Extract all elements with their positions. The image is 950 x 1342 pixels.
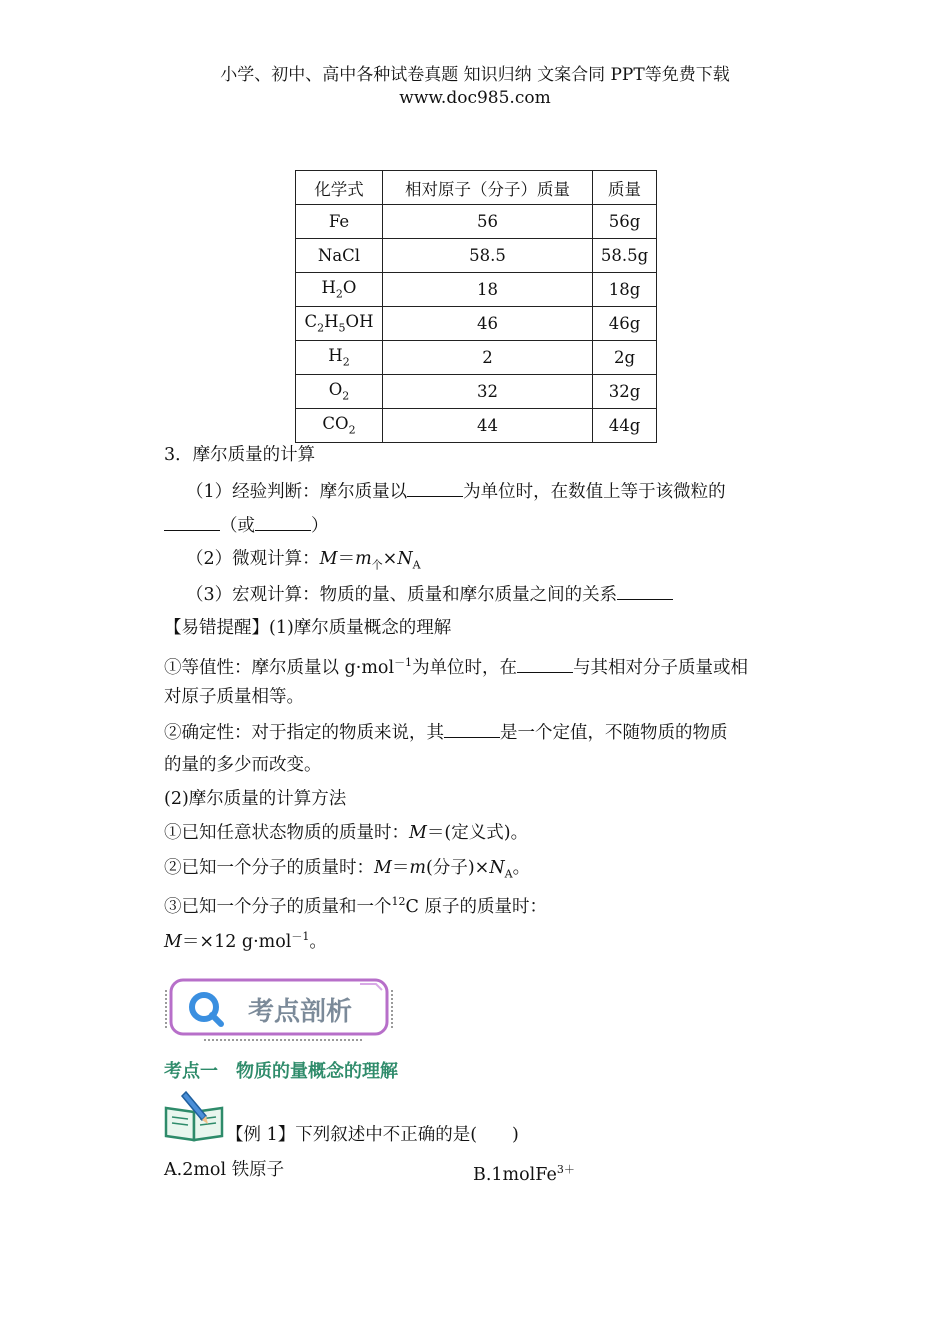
book-icon [164,1090,226,1142]
cell-formula: NaCl [296,239,383,273]
calc-method-3-formula: M＝×12 g·mol$^{-1}$。 [164,930,327,952]
table-row [296,341,657,375]
table-row [296,273,657,307]
fill-blank [444,719,500,738]
cell-rel: 44 [383,409,593,443]
table-row [296,205,657,239]
table-row [296,307,657,341]
cell-mass: 2g [593,341,657,375]
table-row [296,409,657,443]
cell-mass: 58.5g [593,239,657,273]
header-mass: 质量 [593,171,657,205]
rule-macro: （3）宏观计算：物质的量、质量和摩尔质量之间的关系 [186,581,673,607]
cell-rel: 2 [383,341,593,375]
fill-blank [164,512,220,531]
cell-formula: $H_2O$ [296,273,383,307]
search-icon [190,993,220,1023]
site-header-url[interactable]: www.doc985.com [399,88,551,108]
tip-equivalence: ①等值性：摩尔质量以 g·mol$^{-1}$为单位时，在 与其相对分子质量或相 [164,651,748,680]
table-row [296,239,657,273]
cell-mass: 46g [593,307,657,341]
rule-empirical: （1）经验判断：摩尔质量以 为单位时，在数值上等于该微粒的 [186,478,726,504]
cell-rel: 56 [383,205,593,239]
fill-blank [617,581,673,600]
calc-title: (2)摩尔质量的计算方法 [164,789,347,809]
fill-blank [255,512,311,531]
tip-title: 【易错提醒】(1)摩尔质量概念的理解 [164,618,452,638]
cell-mass: 56g [593,205,657,239]
banner-label: 考点剖析 [248,997,353,1027]
calc-method-1: ①已知任意状态物质的质量时：M＝(定义式)。 [164,823,529,843]
rule-empirical-cont: （或 ） [164,512,329,538]
cell-rel: 58.5 [383,239,593,273]
example-question: 【例 1】下列叙述中不正确的是( ) [226,1125,519,1145]
cell-rel: 32 [383,375,593,409]
cell-rel: 18 [383,273,593,307]
tip-determinacy-cont: 的量的多少而改变。 [164,755,322,775]
option-a[interactable]: A.2mol 铁原子 [164,1160,285,1180]
exam-point-banner [164,976,394,1042]
molar-mass-table [295,170,657,443]
header-relative-mass: 相对原子（分子）质量 [383,171,593,205]
section-3-title: 3．摩尔质量的计算 [164,445,316,465]
rule-micro: （2）微观计算：$M=m_个\times N_A$ [186,549,421,572]
table-header-row [296,171,657,205]
calc-method-2: ②已知一个分子的质量时：M＝m(分子)$\times N_A$。 [164,858,531,881]
table-row [296,375,657,409]
cell-mass: 32g [593,375,657,409]
site-header-line1: 小学、初中、高中各种试卷真题 知识归纳 文案合同 PPT等免费下载 [220,65,730,85]
cell-formula: $H_2$ [296,341,383,375]
cell-formula: $CO_2$ [296,409,383,443]
tip-equivalence-cont: 对原子质量相等。 [164,687,304,707]
cell-formula: $O_2$ [296,375,383,409]
cell-mass: 18g [593,273,657,307]
option-b[interactable]: B.1molFe$^{3+}$ [473,1163,575,1185]
cell-formula: Fe [296,205,383,239]
fill-blank [407,478,463,497]
fill-blank [517,654,573,673]
calc-method-3: ③已知一个分子的质量和一个$^{12}$C 原子的质量时： [164,895,547,917]
cell-mass: 44g [593,409,657,443]
cell-formula: $C_2H_5OH$ [296,307,383,341]
tip-determinacy: ②确定性：对于指定的物质来说，其 是一个定值，不随物质的物质 [164,719,728,745]
section-title: 考点一 物质的量概念的理解 [164,1061,398,1082]
header-formula: 化学式 [296,171,383,205]
cell-rel: 46 [383,307,593,341]
